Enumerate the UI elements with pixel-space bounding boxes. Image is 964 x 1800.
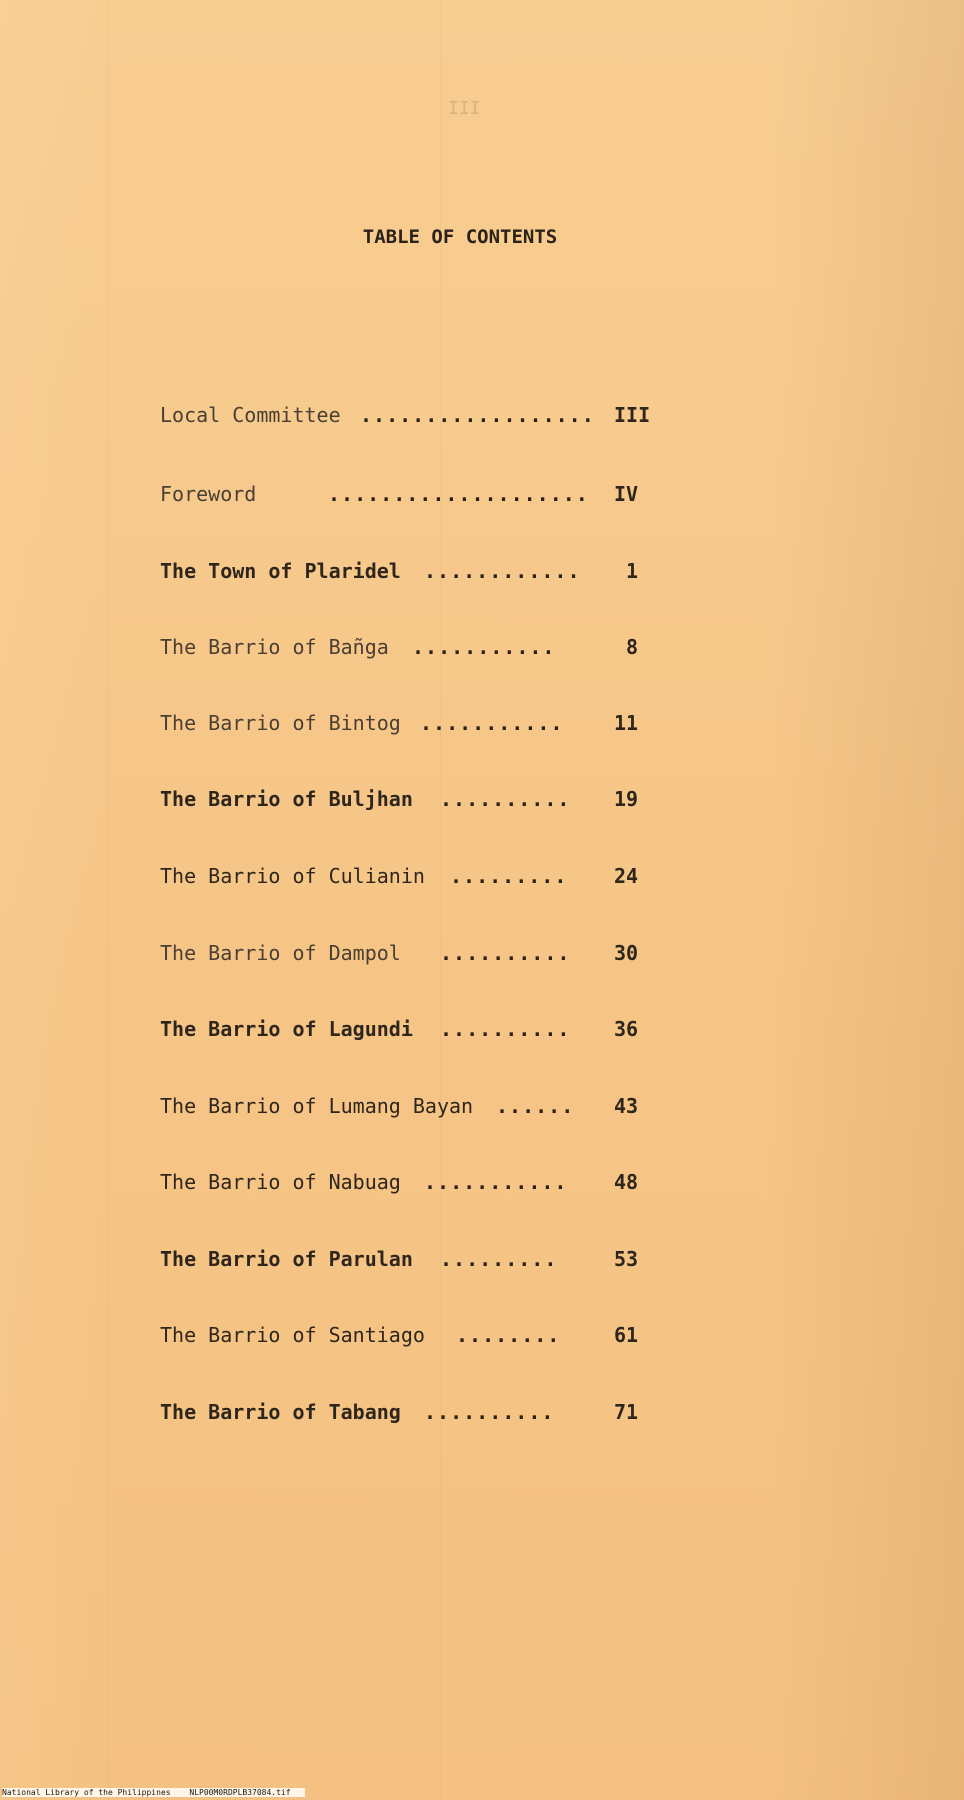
toc-entry-page: III bbox=[614, 403, 651, 427]
toc-entry-page: 61 bbox=[614, 1323, 639, 1347]
toc-entry-leader: ......... bbox=[440, 1247, 558, 1271]
toc-entry-leader: ........... bbox=[424, 1170, 568, 1194]
toc-entry-page: 30 bbox=[614, 941, 639, 965]
toc-entry-leader: .................. bbox=[360, 403, 595, 427]
toc-entry-label: The Barrio of Dampol bbox=[160, 941, 401, 965]
toc-entry-label: The Barrio of Bintog bbox=[160, 711, 401, 735]
toc-entry-leader: ...... bbox=[496, 1094, 575, 1118]
toc-entry-label: The Barrio of Buljhan bbox=[160, 787, 413, 811]
toc-entry-label: The Barrio of Tabang bbox=[160, 1400, 401, 1424]
toc-entry-leader: .......... bbox=[424, 1400, 555, 1424]
toc-entry-label: The Barrio of Culianin bbox=[160, 864, 425, 888]
scan-footer bbox=[2, 1788, 305, 1797]
file-name: NLP00M0RDPLB37084.tif bbox=[189, 1788, 291, 1797]
toc-entry-label: The Barrio of Santiago bbox=[160, 1323, 425, 1347]
page-title: TABLE OF CONTENTS bbox=[362, 226, 558, 248]
toc-entry-leader: .......... bbox=[440, 1017, 571, 1041]
toc-entry-page: 24 bbox=[614, 864, 639, 888]
toc-entry-page: 19 bbox=[614, 787, 639, 811]
toc-entry-leader: ......... bbox=[450, 864, 568, 888]
toc-entry-page: 1 bbox=[626, 559, 639, 583]
toc-entry-page: 43 bbox=[614, 1094, 639, 1118]
library-credit: National Library of the Philippines bbox=[2, 1788, 171, 1797]
toc-entry-leader: .................... bbox=[328, 482, 589, 506]
page-number: III bbox=[448, 98, 481, 119]
toc-entry-page: 53 bbox=[614, 1247, 639, 1271]
toc-entry-label: The Barrio of Parulan bbox=[160, 1247, 413, 1271]
toc-entry-leader: .......... bbox=[440, 787, 571, 811]
toc-entry-label: The Barrio of Lagundi bbox=[160, 1017, 413, 1041]
toc-entry-label: The Barrio of Nabuag bbox=[160, 1170, 401, 1194]
toc-entry-leader: ........ bbox=[456, 1323, 561, 1347]
toc-entry-leader: ........... bbox=[412, 635, 556, 659]
toc-entry-page: IV bbox=[614, 482, 639, 506]
paper-fold-line bbox=[108, 0, 109, 1800]
toc-entry-leader: ............ bbox=[424, 559, 581, 583]
toc-entry-page: 71 bbox=[614, 1400, 639, 1424]
toc-entry-page: 36 bbox=[614, 1017, 639, 1041]
toc-entry-leader: .......... bbox=[440, 941, 571, 965]
paper-fold-line bbox=[440, 0, 441, 1800]
toc-entry-label: The Barrio of Bañga bbox=[160, 635, 389, 659]
toc-entry-page: 48 bbox=[614, 1170, 639, 1194]
toc-entry-page: 11 bbox=[614, 711, 639, 735]
toc-entry-page: 8 bbox=[626, 635, 639, 659]
toc-entry-label: The Barrio of Lumang Bayan bbox=[160, 1094, 474, 1118]
toc-entry-label: Local Committee bbox=[160, 403, 341, 427]
toc-entry-leader: ........... bbox=[420, 711, 564, 735]
toc-entry-label: The Town of Plaridel bbox=[160, 559, 401, 583]
toc-entry-label: Foreword bbox=[160, 482, 257, 506]
